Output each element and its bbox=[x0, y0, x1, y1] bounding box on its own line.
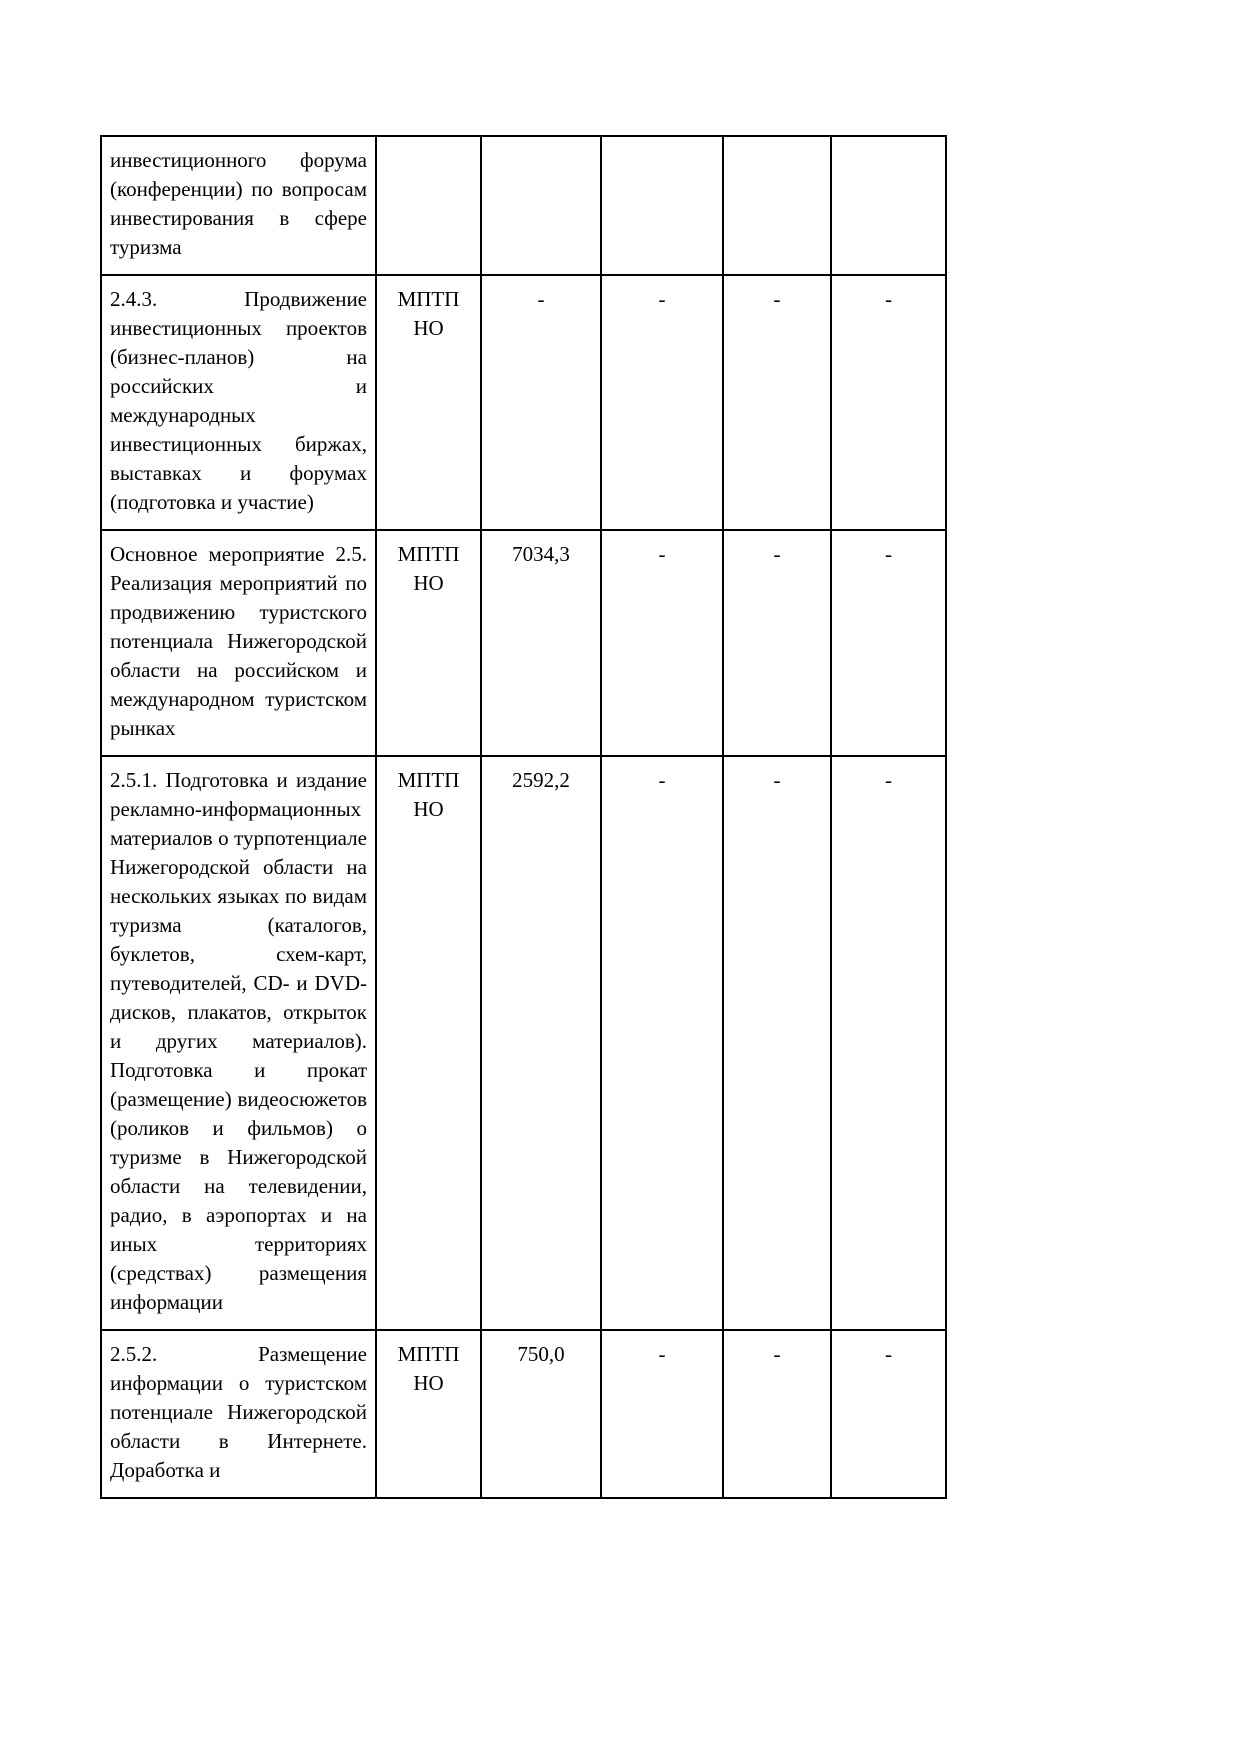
amount-cell: - bbox=[601, 275, 723, 530]
executor-cell: МПТП НО bbox=[376, 1330, 481, 1498]
table-row bbox=[101, 756, 946, 1330]
amount-cell: 750,0 bbox=[481, 1330, 601, 1498]
table-body bbox=[101, 136, 946, 1498]
amount-cell: - bbox=[601, 1330, 723, 1498]
activity-cell: инвестиционного форума (конференции) по вопросам инвестирования в сфере туризма bbox=[101, 136, 376, 275]
amount-cell: - bbox=[723, 275, 831, 530]
amount-cell: - bbox=[723, 530, 831, 756]
executor-cell: МПТП НО bbox=[376, 530, 481, 756]
amount-cell: - bbox=[601, 756, 723, 1330]
budget-table bbox=[100, 135, 947, 1499]
activity-cell: 2.5.1. Подготовка и издание рекламно-информационных материалов о турпотенциале Нижегородской области на нескольких языках по видам туризма (каталогов, буклетов, схем-карт, путеводителей, CD- и DVD-дисков, плакатов, открыток и других материалов). Подготовка и прокат (размещение) видеосюжетов (роликов и фильмов) о туризме в Нижегородской области на телевидении, радио, в аэропортах и на иных территориях (средствах) размещения информации bbox=[101, 756, 376, 1330]
table-row bbox=[101, 530, 946, 756]
amount-cell: 2592,2 bbox=[481, 756, 601, 1330]
amount-cell: - bbox=[481, 275, 601, 530]
table-row bbox=[101, 1330, 946, 1498]
amount-cell: - bbox=[723, 1330, 831, 1498]
amount-cell: - bbox=[831, 275, 946, 530]
amount-cell bbox=[831, 136, 946, 275]
amount-cell: - bbox=[723, 756, 831, 1330]
executor-cell bbox=[376, 136, 481, 275]
amount-cell bbox=[723, 136, 831, 275]
amount-cell bbox=[601, 136, 723, 275]
amount-cell: - bbox=[831, 530, 946, 756]
activity-cell: 2.5.2. Размещение информации о туристском потенциале Нижегородской области в Интернете. Доработка и bbox=[101, 1330, 376, 1498]
table-row bbox=[101, 275, 946, 530]
amount-cell: - bbox=[831, 1330, 946, 1498]
executor-cell: МПТП НО bbox=[376, 756, 481, 1330]
amount-cell: - bbox=[601, 530, 723, 756]
executor-cell: МПТП НО bbox=[376, 275, 481, 530]
amount-cell bbox=[481, 136, 601, 275]
activity-cell: 2.4.3. Продвижение инвестиционных проектов (бизнес-планов) на российских и международных инвестиционных биржах, выставках и форумах (подготовка и участие) bbox=[101, 275, 376, 530]
amount-cell: - bbox=[831, 756, 946, 1330]
amount-cell: 7034,3 bbox=[481, 530, 601, 756]
activity-cell: Основное мероприятие 2.5. Реализация мероприятий по продвижению туристского потенциала Нижегородской области на российском и международном туристском рынках bbox=[101, 530, 376, 756]
table-row bbox=[101, 136, 946, 275]
